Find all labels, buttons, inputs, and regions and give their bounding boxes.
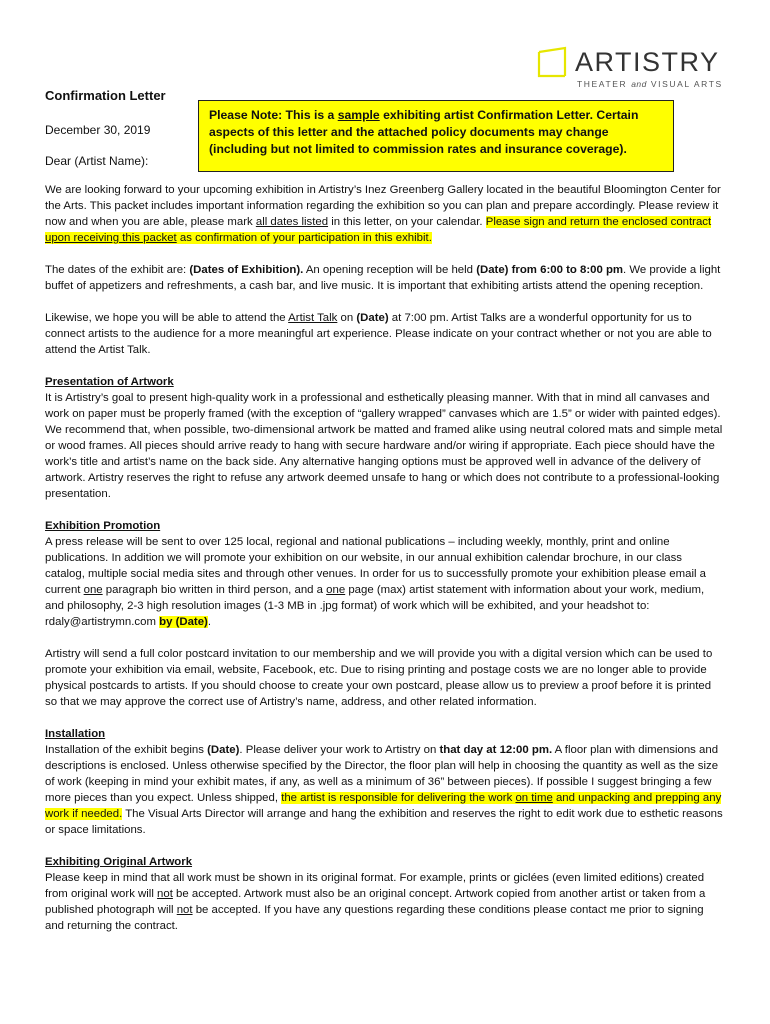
- letter-body: [45, 182, 725, 950]
- installation-section: Installation Installation of the exhibit begins (Date). Please deliver your work to Artistry on that day at 12:00 pm. A floor plan with dimensions and descriptions is enclosed. Unless otherwise specified by the Director, the floor plan will help in choosing the quantity as well as the size of work (keeping in mind your exhibit mates, if any, as well as a minimum of 36” between pieces). If possible I suggest bringing a few more pieces than you expect. Unless shipped, the artist is responsible for delivering the work on time and unpacking and prepping any work if needed. The Visual Arts Director will arrange and hang the exhibition and reserves the right to edit work due to esthetic reasons or space limitations.: [45, 728, 723, 836]
- artistry-logo: [535, 46, 735, 92]
- section-title: Installation: [45, 728, 106, 740]
- logo-frame-icon: [535, 46, 569, 78]
- dates-paragraph: The dates of the exhibit are: (Dates of Exhibition). An opening reception will be held (Date) from 6:00 to 8:00 pm. We provide a light buffet of appetizers and refreshments, a cash bar, and live music. It is important that exhibiting artists attend the opening reception.: [45, 264, 721, 292]
- letter-date: December 30, 2019: [45, 123, 151, 137]
- artist-talk-paragraph: Likewise, we hope you will be able to attend the Artist Talk on (Date) at 7:00 pm. Artist Talks are a wonderful opportunity for us to connect artists to the audience for a more meaningful art experience. Please indicate on your contract whether or not you are able to attend the Artist Talk.: [45, 312, 712, 356]
- presentation-section: Presentation of Artwork It is Artistry’s goal to present high-quality work in a professional and esthetically pleasing manner. With that in mind all canvases and work on paper must be properly framed (with the exception of “gallery wrapped” canvases which are 1.5” or wider with painted edges). We recommend that, when possible, two-dimensional artwork be matted and framed alike using neutral colored mats and simple metal or wood frames. All pieces should arrive ready to hang with secure hardware and/or wiring if appropriate. Each piece should have the work’s title and artist’s name on the back side. Any alternative hanging options must be approved well in advance of the delivery of artwork. Artistry reserves the right to refuse any artwork deemed unsafe to hang or which does not contribute to a professional-looking presentation.: [45, 376, 723, 500]
- greeting: Dear (Artist Name):: [45, 154, 149, 168]
- original-artwork-section: Exhibiting Original Artwork Please keep in mind that all work must be shown in its original format. For example, prints or giclées (even limited editions) created from original work will not be accepted. Artwork must also be an original concept. Artwork copied from another artist or taken from a published photograph will not be accepted. If you have any questions regarding these conditions please contact me prior to signing and returning the contract.: [45, 856, 706, 932]
- promotion-section: Exhibition Promotion A press release will be sent to over 125 local, regional and national publications – including weekly, monthly, print and online publications. In addition we will promote your exhibition on our website, in our annual exhibition calendar brochure, in our class catalog, multiple social media sites and through other venues. In order for us to successfully promote your exhibition please email a current one paragraph bio written in third person, and a one page (max) artist statement with information about your work, medium, and philosophy, 2-3 high resolution images (1-3 MB in .jpg format) of work which will be exhibited, and your headshot to: rdaly@artistrymn.com by (Date).: [45, 520, 707, 628]
- section-title: Exhibiting Original Artwork: [45, 856, 193, 868]
- section-title: Exhibition Promotion: [45, 520, 161, 532]
- letter-title: Confirmation Letter: [45, 88, 166, 103]
- postcard-paragraph: Artistry will send a full color postcard invitation to our membership and we will provide you with a digital version which can be used to promote your exhibition via email, website, Facebook, etc. Due to rising printing and postage costs we are no longer able to provide physical postcards to artists. If you should choose to create your own postcard, please allow us to preview a proof before it is printed so that we may approve the correct use of Artistry’s name, address, and other related information.: [45, 648, 713, 708]
- section-title: Presentation of Artwork: [45, 376, 174, 388]
- intro-paragraph: We are looking forward to your upcoming exhibition in Artistry’s Inez Greenberg Gallery located in the beautiful Bloomington Center for the Arts. This packet includes important information regarding the exhibition so you can plan and prepare accordingly. Please review it now and when you are able, please mark all dates listed in this letter, on your calendar. Please sign and return the enclosed contract upon receiving this packet as confirmation of your participation in this exhibit.: [45, 184, 721, 244]
- logo-tagline: THEATER and VISUAL ARTS: [577, 79, 723, 89]
- logo-name: ARTISTRY: [575, 47, 720, 77]
- sample-note-box: Please Note: This is a sample exhibiting artist Confirmation Letter. Certain aspects of this letter and the attached policy documents may change (including but not limited to commission rates and insurance coverage).: [198, 100, 674, 172]
